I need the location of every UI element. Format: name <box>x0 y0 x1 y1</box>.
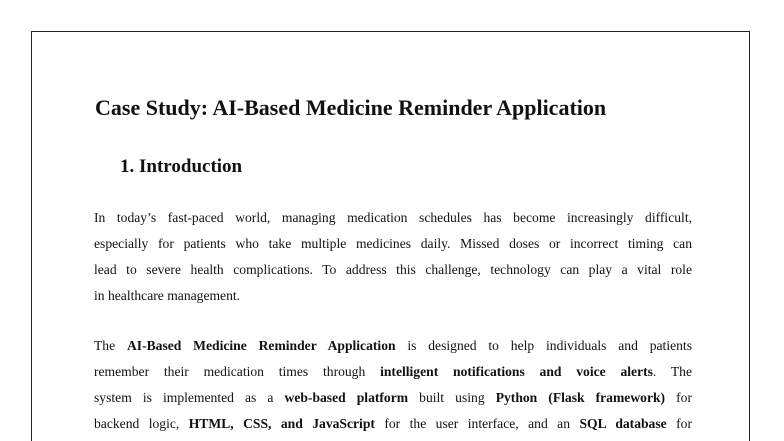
plain-text: for <box>666 416 692 431</box>
introduction-paragraph-2 <box>94 333 692 437</box>
paragraph-line: lead to severe health complications. To address this challenge, technology can play a vital role <box>94 262 692 277</box>
plain-text: backend logic, <box>94 416 189 431</box>
paragraph-line: In today’s fast-paced world, managing medication schedules has become increasingly difficult, <box>94 210 692 225</box>
bold-text: SQL database <box>579 416 667 431</box>
paragraph-line <box>94 359 692 385</box>
bold-text: HTML, CSS, and JavaScript <box>188 416 375 431</box>
paragraph-line <box>94 333 692 359</box>
plain-text: is designed to help individuals and patients <box>395 338 692 353</box>
paragraph-line: in healthcare management. <box>94 288 241 303</box>
plain-text: remember their medication times through <box>94 364 381 379</box>
bold-text: intelligent notifications and voice alerts <box>380 364 653 379</box>
bold-text: Python (Flask framework) <box>495 390 666 405</box>
plain-text: . The <box>652 364 692 379</box>
paragraph-line <box>94 385 692 411</box>
paragraph-line <box>94 411 692 437</box>
bold-text: AI-Based Medicine Reminder Application <box>126 338 396 353</box>
plain-text: system is implemented as a <box>94 390 285 405</box>
paragraph-line: especially for patients who take multiple medicines daily. Missed doses or incorrect timing can <box>94 236 692 251</box>
bold-text: web-based platform <box>284 390 409 405</box>
plain-text: for <box>665 390 692 405</box>
introduction-paragraph-1 <box>94 205 692 309</box>
plain-text: built using <box>408 390 496 405</box>
plain-text: The <box>94 338 127 353</box>
plain-text: for the user interface, and an <box>374 416 580 431</box>
document-title: Case Study: AI-Based Medicine Reminder Application <box>95 95 607 120</box>
section-heading-introduction: 1. Introduction <box>120 156 243 177</box>
